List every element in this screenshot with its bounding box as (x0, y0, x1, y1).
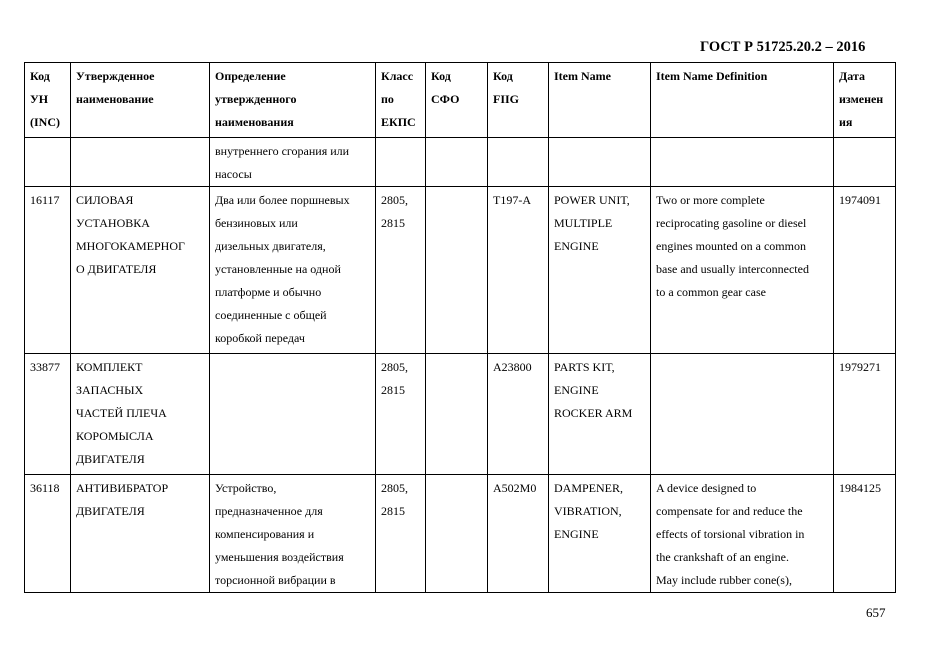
cell-line: Дата (839, 69, 865, 83)
sfo-code-cell (426, 354, 488, 475)
cell-line: compensate for and reduce the (656, 504, 803, 518)
table-row (25, 354, 896, 475)
change-date-cell (834, 475, 896, 593)
cell-line: внутреннего сгорания или (215, 144, 350, 158)
header-cell (71, 63, 210, 138)
cell-line: A device designed to (656, 481, 757, 495)
cell-line: наименования (215, 115, 294, 129)
cell-line: May include rubber cone(s), (656, 573, 792, 587)
cell-line: 2815 (381, 383, 405, 397)
cell-line: ENGINE (554, 383, 599, 397)
cell-line: УСТАНОВКА (76, 216, 150, 230)
header-cell (376, 63, 426, 138)
approved-name-cell (71, 187, 210, 354)
change-date-cell (834, 187, 896, 354)
cell-line: Код (431, 69, 451, 83)
cell-line: effects of torsional vibration in (656, 527, 805, 541)
item-name-cell (549, 138, 651, 187)
fiig-code-cell (488, 354, 549, 475)
approved-name-cell (71, 138, 210, 187)
cell-line: Утвержденное (76, 69, 155, 83)
fiig-code-cell (488, 138, 549, 187)
cell-line: Item Name (554, 69, 611, 83)
table-header-row (25, 63, 896, 138)
cell-line: 2805, (381, 193, 408, 207)
cell-line: платформе и обычно (215, 285, 322, 299)
class-cell (376, 354, 426, 475)
cell-line: ия (839, 115, 853, 129)
cell-line: 36118 (30, 481, 60, 495)
cell-line: 1979271 (839, 360, 881, 374)
cell-line: VIBRATION, (554, 504, 622, 518)
cell-line: 16117 (30, 193, 60, 207)
cell-line: to a common gear case (656, 285, 766, 299)
header-cell (651, 63, 834, 138)
class-cell (376, 475, 426, 593)
cell-line: Два или более поршневых (215, 193, 350, 207)
fiig-code-cell (488, 475, 549, 593)
cell-line: Определение (215, 69, 286, 83)
cell-line: engines mounted on a common (656, 239, 806, 253)
cell-line: КОМПЛЕКТ (76, 360, 143, 374)
cell-line: A23800 (493, 360, 532, 374)
cell-line: СФО (431, 92, 460, 106)
cell-line: 33877 (30, 360, 60, 374)
document-title: ГОСТ Р 51725.20.2 – 2016 (700, 39, 866, 55)
cell-line: ДВИГАТЕЛЯ (76, 452, 145, 466)
catalog-table (24, 62, 896, 593)
cell-line: МНОГОКАМЕРНОГ (76, 239, 185, 253)
cell-line: насосы (215, 167, 252, 181)
inc-code-cell (25, 138, 71, 187)
header-cell (426, 63, 488, 138)
page-number: 657 (866, 605, 886, 620)
cell-line: установленные на одной (215, 262, 341, 276)
cell-line: ЗАПАСНЫХ (76, 383, 144, 397)
item-definition-cell (651, 138, 834, 187)
cell-line: предназначенное для (215, 504, 323, 518)
header-cell (210, 63, 376, 138)
inc-code-cell (25, 475, 71, 593)
cell-line: ДВИГАТЕЛЯ (76, 504, 145, 518)
item-name-cell (549, 354, 651, 475)
item-definition-cell (651, 475, 834, 593)
change-date-cell (834, 354, 896, 475)
cell-line: Item Name Definition (656, 69, 768, 83)
cell-line: АНТИВИБРАТОР (76, 481, 169, 495)
cell-line: бензиновых или (215, 216, 298, 230)
header-cell (25, 63, 71, 138)
definition-cell (210, 187, 376, 354)
cell-line: УН (30, 92, 49, 106)
cell-line: СИЛОВАЯ (76, 193, 134, 207)
table-row (25, 138, 896, 187)
cell-line: О ДВИГАТЕЛЯ (76, 262, 157, 276)
header-cell (549, 63, 651, 138)
sfo-code-cell (426, 138, 488, 187)
definition-cell (210, 475, 376, 593)
cell-line: ROCKER ARM (554, 406, 633, 420)
cell-line: утвержденного (215, 92, 297, 106)
cell-line: DAMPENER, (554, 481, 624, 495)
approved-name-cell (71, 354, 210, 475)
cell-line: дизельных двигателя, (215, 239, 326, 253)
cell-line: ENGINE (554, 239, 599, 253)
inc-code-cell (25, 354, 71, 475)
cell-line: уменьшения воздействия (215, 550, 344, 564)
class-cell (376, 138, 426, 187)
cell-line: КОРОМЫСЛА (76, 429, 154, 443)
approved-name-cell (71, 475, 210, 593)
header-cell (488, 63, 549, 138)
cell-line: соединенные с общей (215, 308, 327, 322)
item-definition-cell (651, 354, 834, 475)
cell-line: POWER UNIT, (554, 193, 630, 207)
cell-line: 1974091 (839, 193, 881, 207)
cell-line: MULTIPLE (554, 216, 613, 230)
cell-line: A502M0 (493, 481, 537, 495)
cell-line: PARTS KIT, (554, 360, 615, 374)
cell-line: изменен (839, 92, 884, 106)
inc-code-cell (25, 187, 71, 354)
cell-line: Класс (381, 69, 414, 83)
table-row (25, 475, 896, 593)
cell-line: Устройство, (215, 481, 277, 495)
change-date-cell (834, 138, 896, 187)
cell-line: коробкой передач (215, 331, 305, 345)
cell-line: base and usually interconnected (656, 262, 809, 276)
cell-line: FIIG (493, 92, 520, 106)
item-name-cell (549, 187, 651, 354)
cell-line: Код (30, 69, 50, 83)
cell-line: 2805, (381, 481, 408, 495)
cell-line: reciprocating gasoline or diesel (656, 216, 807, 230)
cell-line: the crankshaft of an engine. (656, 550, 789, 564)
cell-line: 2815 (381, 504, 405, 518)
cell-line: Two or more complete (656, 193, 765, 207)
sfo-code-cell (426, 187, 488, 354)
cell-line: ENGINE (554, 527, 599, 541)
table-row (25, 187, 896, 354)
cell-line: ЧАСТЕЙ ПЛЕЧА (76, 406, 167, 420)
definition-cell (210, 354, 376, 475)
sfo-code-cell (426, 475, 488, 593)
fiig-code-cell (488, 187, 549, 354)
header-cell (834, 63, 896, 138)
cell-line: торсионной вибрации в (215, 573, 336, 587)
cell-line: (INC) (30, 115, 60, 129)
cell-line: 2805, (381, 360, 408, 374)
definition-cell (210, 138, 376, 187)
cell-line: 1984125 (839, 481, 881, 495)
cell-line: по (381, 92, 394, 106)
cell-line: Код (493, 69, 513, 83)
cell-line: компенсирования и (215, 527, 315, 541)
cell-line: наименование (76, 92, 154, 106)
item-definition-cell (651, 187, 834, 354)
item-name-cell (549, 475, 651, 593)
cell-line: 2815 (381, 216, 405, 230)
class-cell (376, 187, 426, 354)
cell-line: T197-A (493, 193, 531, 207)
cell-line: ЕКПС (381, 115, 416, 129)
